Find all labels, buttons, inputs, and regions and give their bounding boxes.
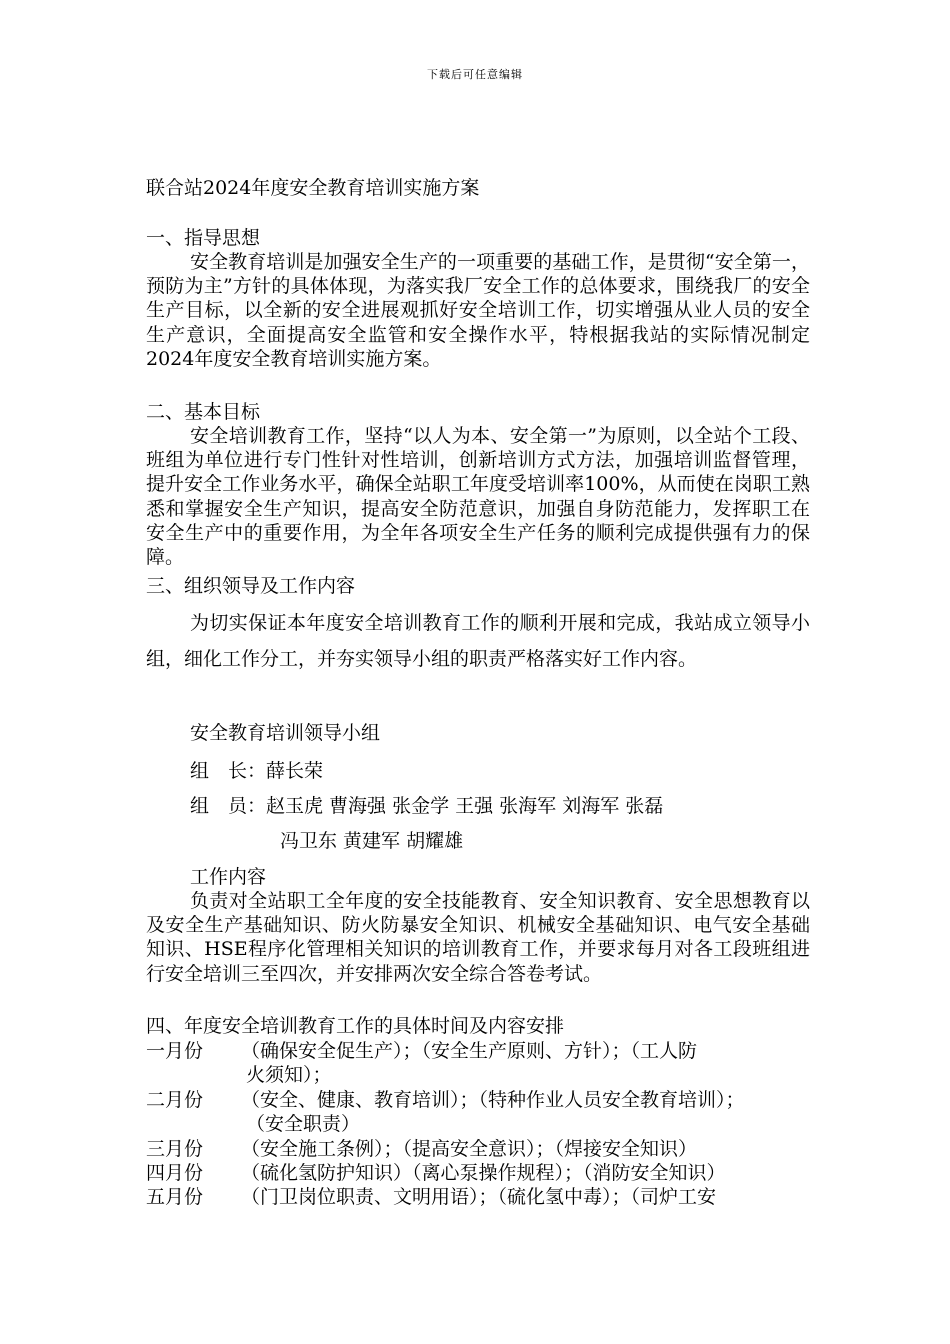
group-members-line-2: 冯卫东 黄建军 胡耀雄 [280,830,464,852]
section-3-intro-paragraph: 为切实保证本年度安全培训教育工作的顺利开展和完成，我站成立领导小组，细化工作分工，并夯实领导小组的职责严格落实好工作内容。 [146,612,810,670]
section-3-heading: 三、组织领导及工作内容 [146,575,356,597]
month-row-jan [146,1039,697,1063]
month-row-may [146,1185,716,1209]
group-leader-label: 组 长： [190,760,267,782]
section-1-paragraph: 安全教育培训是加强安全生产的一项重要的基础工作，是贯彻“安全第一，预防为主”方针的具体体现，为落实我厂安全工作的总体要求，围绕我厂的安全生产目标，以全新的安全进展观抓好安全培训工作，切实增强从业人员的安全生产意识，全面提高安全监管和安全操作水平，特根据我站的实际情况制定2024年度安全教育培训实施方案。 [146,251,810,370]
section-2-heading: 二、基本目标 [146,401,261,423]
month-label: 一月份 [146,1040,204,1062]
month-content: （安全施工条例）；（提高安全意识）；（焊接安全知识） [241,1138,698,1160]
month-content: （硫化氢防护知识）（离心泵操作规程）；（消防安全知识） [241,1162,726,1184]
group-members-line-1: 赵玉虎 曹海强 张金学 王强 张海军 刘海军 张磊 [266,795,664,817]
section-2-paragraph: 安全培训教育工作，坚持“以人为本、安全第一”为原则，以全站个工段、班组为单位进行专门性针对性培训，创新培训方式方法，加强培训监督管理，提升安全工作业务水平，确保全站职工年度受培训率100%，从而使在岗职工熟悉和掌握安全生产知识，提高安全防范意识，加强自身防范能力，发挥职工在安全生产中的重要作用，为全年各项安全生产任务的顺利完成提供强有力的保障。 [146,425,810,569]
month-content: （确保安全促生产）；（安全生产原则、方针）；（工人防 [241,1040,698,1062]
group-leader-row [190,759,323,783]
month-row-feb [146,1088,745,1112]
work-content-title: 工作内容 [190,866,267,888]
month-label: 四月份 [146,1162,204,1184]
month-content: （门卫岗位职责、文明用语）；（硫化氢中毒）；（司炉工安 [241,1186,717,1208]
leadership-group-title: 安全教育培训领导小组 [190,722,381,744]
section-4-heading: 四、年度安全培训教育工作的具体时间及内容安排 [146,1015,565,1037]
group-leader-name: 薛长荣 [266,760,324,782]
work-content-paragraph: 负责对全站职工全年度的安全技能教育、安全知识教育、安全思想教育以及安全生产基础知识、防火防暴安全知识、机械安全基础知识、电气安全基础知识、HSE程序化管理相关知识的培训教育工作，并要求每月对各工段班组进行安全培训三至四次，并安排两次安全综合答卷考试。 [146,890,810,985]
month-label: 二月份 [146,1089,204,1111]
month-content-continued: 火须知）； [246,1064,332,1086]
month-row-apr [146,1161,726,1185]
month-content: （安全、健康、教育培训）；（特种作业人员安全教育培训）； [241,1089,745,1111]
group-members-label: 组 员： [190,795,267,817]
month-label: 五月份 [146,1186,204,1208]
month-row-mar [146,1137,697,1161]
month-content-continued: （安全职责） [246,1113,361,1135]
document-title: 联合站2024年度安全教育培训实施方案 [146,177,480,199]
section-1-heading: 一、指导思想 [146,227,261,249]
page-header-note: 下载后可任意编辑 [427,68,523,81]
month-label: 三月份 [146,1138,204,1160]
group-members-row [190,794,663,818]
